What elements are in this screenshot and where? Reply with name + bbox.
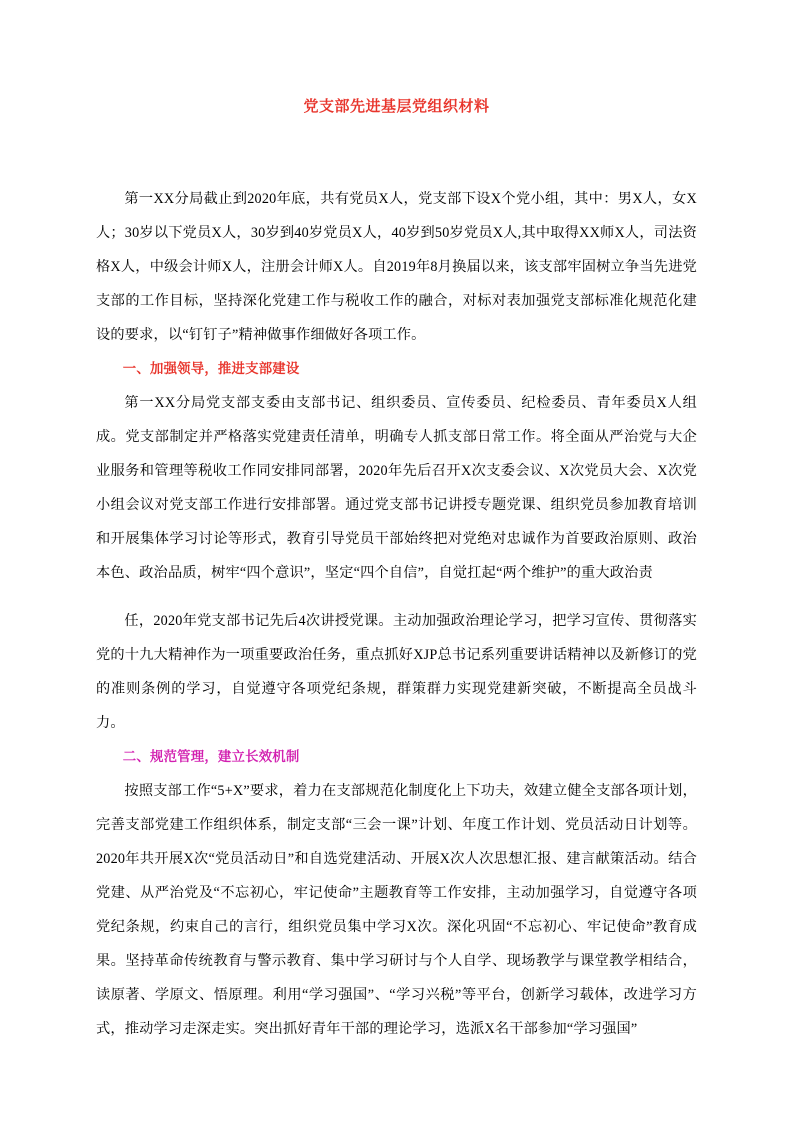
page-title: 党支部先进基层党组织材料 xyxy=(303,98,490,115)
heading-section-1: 一、加强领导，推进支部建设 xyxy=(122,361,300,376)
paragraph-section-2-a: 按照支部工作“5+X”要求，着力在支部规范化制度化上下功夫，效建立健全支部各项计划，完善支部党建工作组织体系，制定支部“三会一课”计划、年度工作计划、党员活动日计划等。2020年共开展X次“党员活动日”和自选党建活动、开展X次人次思想汇报、建言献策活动。结合党建、从严治党及“不忘初心，牢记使命”主题教育等工作安排，主动加强学习，自觉遵守各项党纪条规，约束自己的言行，组织党员集中学习X次。深化巩固“不忘初心、牢记使命”教育成果。坚持革命传统教育与警示教育、集中学习研讨与个人自学、现场教学与课堂教学相结合，读原著、学原文、悟原理。利用“学习强国”、“学习兴税”等平台，创新学习载体，改进学习方式，推动学习走深走实。突出抓好青年干部的理论学习，选派X名干部参加“学习强国” xyxy=(96,783,697,1037)
heading-section-2: 二、规范管理，建立长效机制 xyxy=(122,749,300,764)
paragraph-section-1-b: 任，2020年党支部书记先后4次讲授党课。主动加强政治理论学习，把学习宣传、贯彻落实党的十九大精神作为一项重要政治任务，重点抓好XJP总书记系列重要讲话精神以及新修订的党的准则条例的学习，自觉遵守各项党纪条规，群策群力实现党建新突破，不断提高全员战斗力。 xyxy=(96,613,697,731)
paragraph-section-1-a: 第一XX分局党支部支委由支部书记、组织委员、宣传委员、纪检委员、青年委员X人组成。党支部制定并严格落实党建责任清单，明确专人抓支部日常工作。将全面从严治党与大企业服务和管理等税收工作同安排同部署，2020年先后召开X次支委会议、X次党员大会、X次党小组会议对党支部工作进行安排部署。通过党支部书记讲授专题党课、组织党员参加教育培训和开展集体学习讨论等形式，教育引导党员干部始终把对党绝对忠诚作为首要政治原则、政治本色、政治品质，树牢“四个意识”，坚定“四个自信”，自觉扛起“两个维护”的重大政治责 xyxy=(96,395,697,581)
paragraph-spacer xyxy=(96,590,697,604)
paragraph-intro: 第一XX分局截止到2020年底，共有党员X人，党支部下设X个党小组，其中：男X人，女X人；30岁以下党员X人，30岁到40岁党员X人，40岁到50岁党员X人,其中取得XX师X人，司法资格X人，中级会计师X人，注册会计师X人。自2019年8月换届以来，该支部牢固树立争当先进党支部的工作目标，坚持深化党建工作与税收工作的融合，对标对表加强党支部标准化规范化建设的要求，以“钉钉子”精神做事作细做好各项工作。 xyxy=(96,191,697,343)
